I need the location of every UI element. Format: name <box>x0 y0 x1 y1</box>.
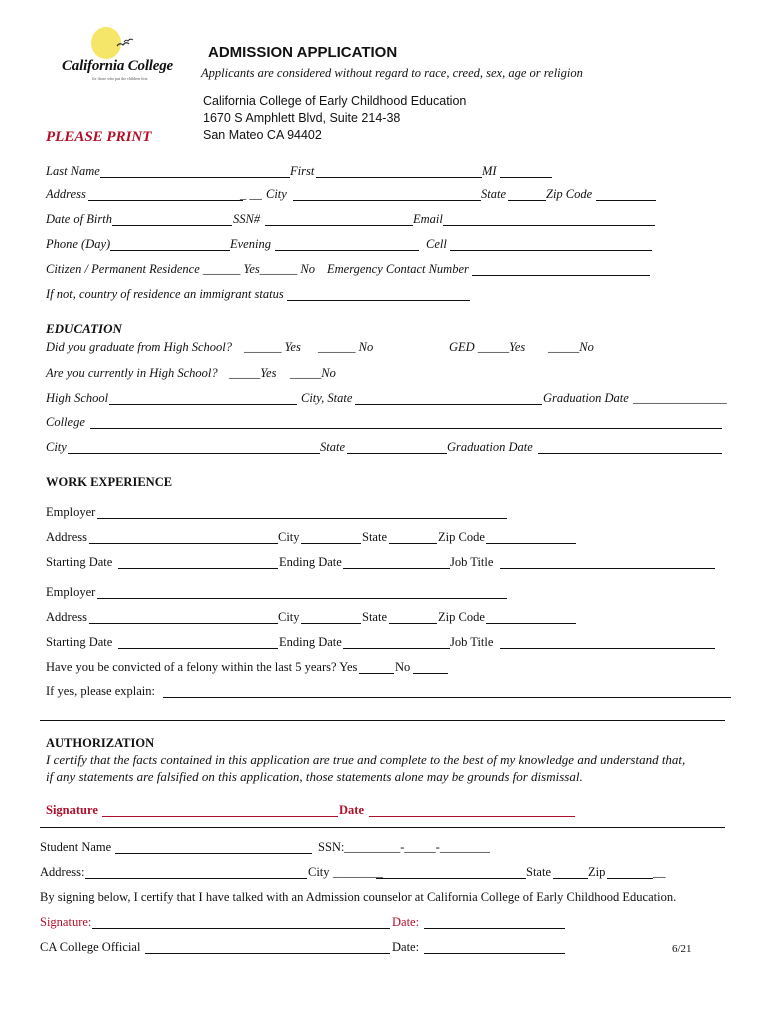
student-zip-label: Zip <box>588 865 606 879</box>
college-city-field[interactable] <box>68 453 320 454</box>
country-status-field[interactable] <box>287 300 470 301</box>
starting-date-field-2[interactable] <box>118 648 278 649</box>
country-status-label: If not, country of residence an immigrant status <box>46 287 284 301</box>
currently-hs-no[interactable]: _____No <box>290 366 336 380</box>
first-name-label: First <box>290 164 315 178</box>
evening-label: Evening <box>230 237 271 251</box>
employer-label-2: Employer <box>46 585 96 599</box>
city-label: City <box>266 187 287 201</box>
graduated-hs-yes[interactable]: ______ Yes <box>244 340 301 354</box>
student-state-field[interactable] <box>553 878 588 879</box>
dob-label: Date of Birth <box>46 212 112 226</box>
employer-field-2[interactable] <box>97 598 507 599</box>
work-zip-field-2[interactable] <box>486 623 576 624</box>
ssn-field[interactable] <box>265 225 413 226</box>
zip-field[interactable] <box>596 200 656 201</box>
ged-yes[interactable]: GED _____Yes <box>449 340 526 354</box>
ending-date-field-2[interactable] <box>343 648 450 649</box>
work-address-label-2: Address <box>46 610 87 624</box>
college-city-label: City <box>46 440 67 454</box>
mi-field[interactable] <box>500 177 552 178</box>
date-label: Date <box>339 803 364 817</box>
college-grad-date-field[interactable] <box>538 453 722 454</box>
work-zip-label-2: Zip Code <box>438 610 485 624</box>
explain-field-continued[interactable] <box>40 720 725 721</box>
ending-date-field-1[interactable] <box>343 568 450 569</box>
cell-label: Cell <box>426 237 447 251</box>
college-label: College <box>46 415 85 429</box>
explain-label: If yes, please explain: <box>46 684 155 698</box>
official-date-field[interactable] <box>424 953 565 954</box>
work-city-label-1: City <box>278 530 300 544</box>
graduated-hs-no[interactable]: ______ No <box>318 340 374 354</box>
student-name-label: Student Name <box>40 840 112 854</box>
city-prefix: _ __ <box>240 187 262 201</box>
address-field[interactable] <box>88 200 243 201</box>
work-city-field-2[interactable] <box>301 623 361 624</box>
college-state-label: State <box>320 440 345 454</box>
felony-no-field[interactable] <box>413 673 448 674</box>
currently-hs-yes[interactable]: _____Yes <box>229 366 277 380</box>
counselor-signature-field[interactable] <box>92 928 390 929</box>
hs-city-state-field[interactable] <box>355 404 542 405</box>
student-zip-field[interactable] <box>607 878 653 879</box>
please-print: PLEASE PRINT <box>46 129 152 145</box>
emergency-contact-label: Emergency Contact Number <box>327 262 469 276</box>
work-zip-label-1: Zip Code <box>438 530 485 544</box>
phone-day-field[interactable] <box>110 250 230 251</box>
first-name-field[interactable] <box>316 177 482 178</box>
work-state-field-1[interactable] <box>389 543 437 544</box>
certify-text-line2: if any statements are falsified on this application, those statements alone may be grounds for dismissal. <box>46 769 583 784</box>
student-city-label: City <box>308 865 330 879</box>
hs-grad-date-label: Graduation Date <box>543 391 629 405</box>
zip-label: Zip Code <box>546 187 593 201</box>
ged-no[interactable]: _____No <box>548 340 594 354</box>
college-field[interactable] <box>90 428 722 429</box>
student-zip-tail: __ <box>653 865 666 879</box>
student-address-field[interactable] <box>85 878 307 879</box>
college-grad-date-label: Graduation Date <box>447 440 533 454</box>
work-zip-field-1[interactable] <box>486 543 576 544</box>
non-discrimination-notice: Applicants are considered without regard to race, creed, sex, age or religion <box>201 66 583 80</box>
job-title-label-1: Job Title <box>450 555 494 569</box>
authorization-heading: AUTHORIZATION <box>46 736 155 750</box>
revision-date: 6/21 <box>672 943 692 955</box>
email-field[interactable] <box>443 225 655 226</box>
email-label: Email <box>413 212 443 226</box>
hs-city-state-label: City, State <box>301 391 353 405</box>
work-city-field-1[interactable] <box>301 543 361 544</box>
work-address-field-1[interactable] <box>89 543 278 544</box>
phone-day-label: Phone (Day) <box>46 237 111 251</box>
high-school-field[interactable] <box>109 404 297 405</box>
work-state-label-1: State <box>362 530 387 544</box>
starting-date-field-1[interactable] <box>118 568 278 569</box>
state-label: State <box>481 187 506 201</box>
job-title-field-2[interactable] <box>500 648 715 649</box>
student-city-field[interactable] <box>376 878 526 879</box>
graduated-hs-question: Did you graduate from High School? <box>46 340 232 354</box>
ending-date-label-2: Ending Date <box>279 635 342 649</box>
ssn-label: SSN# <box>233 212 261 226</box>
work-heading: WORK EXPERIENCE <box>46 475 173 489</box>
student-ssn-label: SSN: <box>318 840 345 854</box>
student-name-field[interactable] <box>115 853 312 854</box>
college-address-line3: San Mateo CA 94402 <box>203 128 322 142</box>
work-address-label-1: Address <box>46 530 87 544</box>
hs-grad-date-field[interactable]: _______________ <box>633 391 727 405</box>
student-state-label: State <box>526 865 551 879</box>
starting-date-label-2: Starting Date <box>46 635 113 649</box>
work-city-label-2: City <box>278 610 300 624</box>
logo-name: California College <box>62 58 173 74</box>
date-field[interactable] <box>369 816 575 817</box>
education-heading: EDUCATION <box>46 321 122 336</box>
bird-icon <box>116 38 134 50</box>
logo-tagline: for those who put the children first <box>92 76 148 81</box>
official-date-label: Date: <box>392 940 420 954</box>
college-state-field[interactable] <box>347 453 447 454</box>
counselor-date-field[interactable] <box>424 928 565 929</box>
high-school-label: High School <box>46 391 109 405</box>
felony-question: Have you be convicted of a felony within the last 5 years? Yes <box>46 660 358 674</box>
job-title-field-1[interactable] <box>500 568 715 569</box>
address-label: Address <box>46 187 86 201</box>
citizen-question: Citizen / Permanent Residence ______ Yes______ No <box>46 262 315 276</box>
counselor-date-label: Date: <box>392 915 420 929</box>
last-name-label: Last Name <box>46 164 100 178</box>
work-address-field-2[interactable] <box>89 623 278 624</box>
emergency-contact-field[interactable] <box>472 275 650 276</box>
city-field[interactable] <box>293 200 481 201</box>
official-label: CA College Official <box>40 940 141 954</box>
employer-field-1[interactable] <box>97 518 507 519</box>
student-ssn-field[interactable]: _________-_____-________ <box>344 840 490 854</box>
currently-hs-question: Are you currently in High School? <box>46 366 218 380</box>
counselor-certify-text: By signing below, I certify that I have talked with an Admission counselor at California College of Early Childhood Education. <box>40 890 677 904</box>
dob-field[interactable] <box>112 225 232 226</box>
evening-field[interactable] <box>275 250 419 251</box>
employer-label-1: Employer <box>46 505 96 519</box>
mi-label: MI <box>482 164 497 178</box>
state-field[interactable] <box>508 200 546 201</box>
college-address-line2: 1670 S Amphlett Blvd, Suite 214-38 <box>203 111 401 125</box>
last-name-field[interactable] <box>100 177 290 178</box>
ending-date-label-1: Ending Date <box>279 555 342 569</box>
felony-yes-field[interactable] <box>359 673 394 674</box>
felony-no-label: No <box>395 660 411 674</box>
work-state-label-2: State <box>362 610 387 624</box>
official-signature-field[interactable] <box>145 953 390 954</box>
student-address-label: Address: <box>40 865 85 879</box>
certify-text-line1: I certify that the facts contained in this application are true and complete to the best of my knowledge and understand that, <box>46 752 686 767</box>
signature-field[interactable] <box>102 816 338 817</box>
starting-date-label-1: Starting Date <box>46 555 113 569</box>
section-divider <box>40 827 725 828</box>
explain-field[interactable] <box>163 697 731 698</box>
job-title-label-2: Job Title <box>450 635 494 649</box>
counselor-signature-label: Signature: <box>40 915 92 929</box>
signature-label: Signature <box>46 803 98 817</box>
student-city-blank: ________ <box>333 865 383 879</box>
form-title: ADMISSION APPLICATION <box>208 44 398 61</box>
work-state-field-2[interactable] <box>389 623 437 624</box>
college-address-line1: California College of Early Childhood Education <box>203 94 467 108</box>
cell-field[interactable] <box>450 250 652 251</box>
